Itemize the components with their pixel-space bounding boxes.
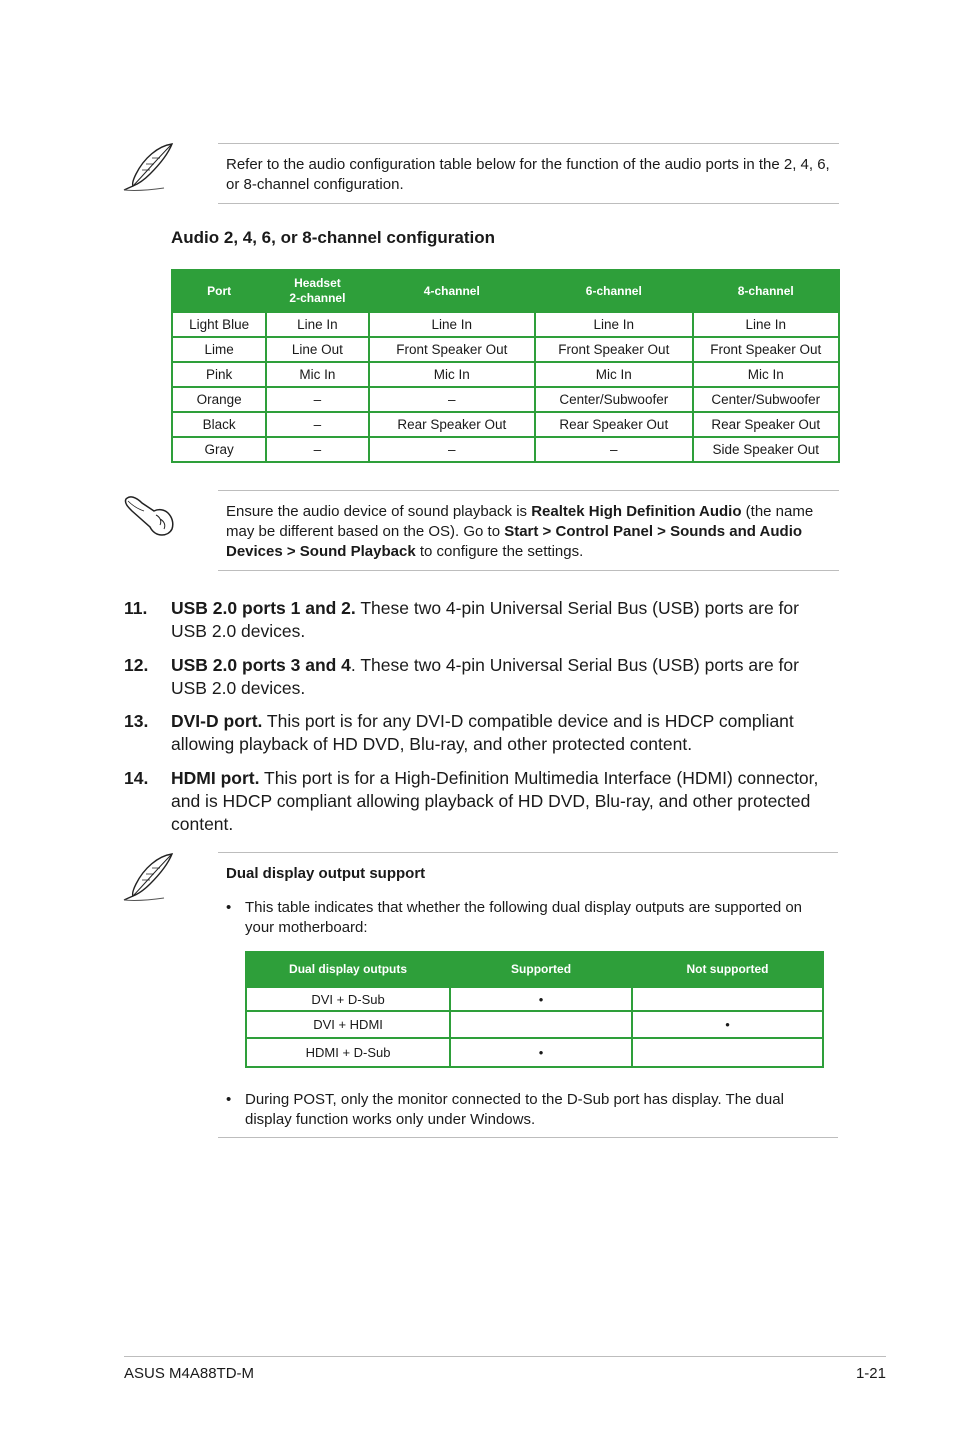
list-item [124, 654, 839, 700]
dual-table-header-row [247, 953, 822, 986]
table-cell: – [267, 438, 367, 461]
table-row [173, 338, 838, 361]
table-cell: • [451, 1039, 631, 1066]
note2-menu-path: Start > Control Panel > Sounds and Audio Devices > Sound Playback [226, 523, 803, 560]
table-cell: Rear Speaker Out [694, 413, 838, 436]
note2-text [226, 502, 831, 562]
item-number: 13. [124, 711, 149, 731]
item-text: This port is for any DVI-D compatible device and is HDCP compliant allowing playback of HD DVD, Blu-ray, and other protected content. [171, 711, 794, 754]
col-header-8-channel: 8-channel [694, 271, 838, 311]
table-row [173, 413, 838, 436]
table-row [173, 363, 838, 386]
feather-pen-icon [120, 850, 180, 910]
note1-top-rule [218, 143, 839, 144]
col-header-port: Port [173, 271, 265, 311]
table-cell: Black [173, 413, 265, 436]
table-cell: Mic In [370, 363, 535, 386]
note3-title: Dual display output support [226, 865, 426, 882]
table-cell: DVI + D-Sub [247, 988, 449, 1010]
note2-bottom-rule [218, 570, 839, 571]
table-cell: Orange [173, 388, 265, 411]
audio-config-title: Audio 2, 4, 6, or 8-channel configuration [171, 228, 495, 247]
bullet-text: This table indicates that whether the following dual display outputs are supported on your motherboard: [245, 899, 803, 936]
feather-pen-icon [120, 140, 180, 200]
item-heading: DVI-D port. [171, 711, 263, 731]
note3-bullet-2 [226, 1090, 826, 1130]
table-row [247, 1039, 822, 1066]
item-text: This port is for a High-Definition Multimedia Interface (HDMI) connector, and is HDCP compliant allowing playback of HD DVD, Blu-ray, and other protected content. [171, 768, 819, 834]
table-cell: – [267, 413, 367, 436]
list-item [124, 767, 839, 836]
col-header-2-channel: 2-channel [289, 291, 346, 305]
bullet-dot: • [226, 899, 232, 916]
item-text: These two 4-pin Universal Serial Bus (USB) ports are for USB 2.0 devices. [171, 598, 799, 641]
table-cell: Center/Subwoofer [694, 388, 838, 411]
col-header-supported: Supported [451, 953, 631, 986]
table-row [247, 988, 822, 1010]
footer-rule [124, 1356, 886, 1357]
table-cell: DVI + HDMI [247, 1012, 449, 1037]
table-cell [633, 1039, 822, 1066]
item-text: . These two 4-pin Universal Serial Bus (USB) ports are for USB 2.0 devices. [171, 655, 799, 698]
bullet-text: During POST, only the monitor connected to the D-Sub port has display. The dual display function works only under Windows. [245, 1091, 784, 1128]
table-row [173, 438, 838, 461]
table-cell [451, 1012, 631, 1037]
table-cell: – [536, 438, 691, 461]
item-heading: HDMI port. [171, 768, 260, 788]
col-header-6-channel: 6-channel [536, 271, 691, 311]
item-heading: USB 2.0 ports 1 and 2. [171, 598, 356, 618]
table-cell: HDMI + D-Sub [247, 1039, 449, 1066]
audio-table-header-row [173, 271, 838, 311]
note2-text-part3: to configure the settings. [415, 543, 584, 560]
table-cell: • [451, 988, 631, 1010]
table-cell: Center/Subwoofer [536, 388, 691, 411]
note2-text-part2: (the name may be different based on the OS). Go to [226, 503, 814, 540]
table-cell: Line Out [267, 338, 367, 361]
table-cell: Front Speaker Out [536, 338, 691, 361]
table-cell: Line In [536, 313, 691, 336]
note2-top-rule [218, 490, 839, 491]
table-cell: Mic In [267, 363, 367, 386]
table-cell: • [633, 1012, 822, 1037]
dual-display-table [245, 951, 824, 1068]
item-number: 14. [124, 768, 149, 788]
table-cell: Front Speaker Out [694, 338, 838, 361]
bullet-dot: • [226, 1091, 232, 1108]
note3-top-rule [218, 852, 838, 853]
col-header-headset-2ch [267, 271, 367, 311]
item-number: 11. [124, 598, 148, 618]
table-cell: Front Speaker Out [370, 338, 535, 361]
note1-bottom-rule [218, 203, 839, 204]
table-cell: Gray [173, 438, 265, 461]
table-cell: Mic In [694, 363, 838, 386]
table-cell: – [370, 438, 535, 461]
footer-model: ASUS M4A88TD-M [124, 1365, 255, 1382]
col-header-not-supported: Not supported [633, 953, 822, 986]
table-cell: Side Speaker Out [694, 438, 838, 461]
table-cell: Mic In [536, 363, 691, 386]
table-cell: Pink [173, 363, 265, 386]
table-cell: Line In [694, 313, 838, 336]
item-number: 12. [124, 655, 149, 675]
pointing-hand-icon [120, 485, 180, 545]
col-header-4-channel: 4-channel [370, 271, 535, 311]
table-row [173, 313, 838, 336]
footer-page-number: 1-21 [855, 1365, 886, 1382]
table-cell: Lime [173, 338, 265, 361]
table-cell: – [267, 388, 367, 411]
col-header-dual-display-outputs: Dual display outputs [247, 953, 449, 986]
list-item [124, 597, 839, 643]
table-row [247, 1012, 822, 1037]
table-cell: Rear Speaker Out [370, 413, 535, 436]
list-item [124, 710, 839, 756]
audio-config-table [171, 269, 840, 463]
note1-text: Refer to the audio configuration table below for the function of the audio ports in the 2, 4, 6, or 8-channel configuration. [226, 156, 830, 193]
table-cell: Rear Speaker Out [536, 413, 691, 436]
note3-bottom-rule [218, 1137, 838, 1138]
item-heading: USB 2.0 ports 3 and 4 [171, 655, 351, 675]
table-cell: Line In [267, 313, 367, 336]
note2-audio-device-name: Realtek High Definition Audio [531, 503, 742, 520]
table-row [173, 388, 838, 411]
note3-bullet-1 [226, 898, 826, 938]
col-header-headset: Headset [294, 276, 341, 290]
table-cell [633, 988, 822, 1010]
table-cell: Light Blue [173, 313, 265, 336]
table-cell: Line In [370, 313, 535, 336]
note2-text-part1: Ensure the audio device of sound playback is [226, 503, 532, 520]
table-cell: – [370, 388, 535, 411]
